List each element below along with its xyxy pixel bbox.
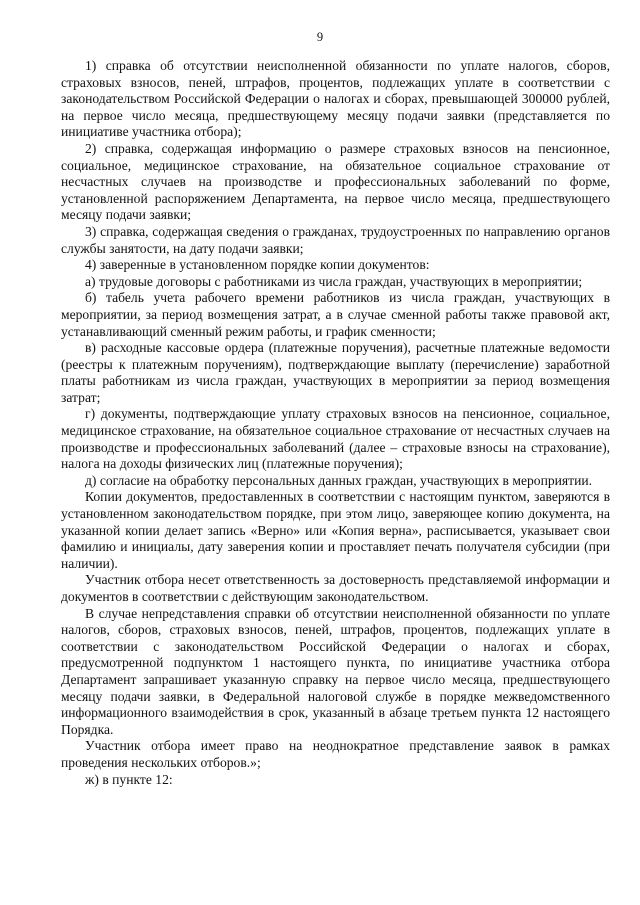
paragraph-certificate-employed-citizens: 3) справка, содержащая сведения о гражданах, трудоустроенных по направлению органов службы занятости, на дату подачи заявки; (61, 223, 610, 256)
paragraph-item-zh: ж) в пункте 12: (85, 771, 173, 787)
paragraph-participant-responsibility: Участник отбора несет ответственность за достоверность представляемой информации и документов в соответствии с действующим законодательством. (61, 572, 610, 604)
paragraph-item-a: а) трудовые договоры с работниками из числа граждан, участвующих в мероприятии; (85, 273, 583, 289)
paragraph-item-v: в) расходные кассовые ордера (платежные поручения), расчетные платежные ведомости (реестры к платежным поручениям), подтверждающие выплату (перечисление) заработной платы работникам из числа граждан, участвующих в мероприятии за период возмещения затрат; (61, 340, 610, 405)
paragraph-item-d: д) согласие на обработку персональных данных граждан, участвующих в мероприятии. (85, 472, 593, 488)
paragraph-copies-certification: Копии документов, предоставленных в соответствии с настоящим пунктом, заверяются в установленном законодательством порядке, при этом лицо, заверяющее копию документа, на указанной копии делает запись «Верно» или «Копия верна», расписывается, указывает свои фамилию и инициалы, дату заверения копии и проставляет печать получателя субсидии (при наличии). (61, 489, 610, 571)
paragraph-certificate-insurance-contributions: 2) справка, содержащая информацию о размере страховых взносов на пенсионное, социальное, медицинское страхование, на обязательное социальное страхование от несчастных случаев на производстве и профессиональных заболеваний по форме, установленной распоряжением Департамента, на первое число месяца, предшествующего месяцу подачи заявки; (61, 140, 610, 223)
paragraph-repeated-submission: Участник отбора имеет право на неоднократное представление заявок в рамках проведения нескольких отборов.»; (61, 738, 610, 770)
paragraph-item-b: б) табель учета рабочего времени работников из числа граждан, участвующих в мероприятии, за период возмещения затрат, а в случае сменной работы также правовой акт, устанавливающий сменный режим работы, и график сменности; (61, 290, 610, 339)
paragraph-certificate-tax-arrears: 1) справка об отсутствии неисполненной обязанности по уплате налогов, сборов, страховых взносов, пеней, штрафов, процентов, подлежащих уплате в соответствии с законодательством Российской Федерации о налогах и сборах, превышающей 300000 рублей, на первое число месяца, предшествующему месяцу подачи заявки (представляется по инициативе участника отбора); (61, 58, 610, 140)
page-number: 9 (316, 30, 324, 44)
paragraph-item-g: г) документы, подтверждающие уплату страховых взносов на пенсионное, социальное, медицинское страхование, на обязательное социальное страхование от несчастных случаев на производстве и профессиональных заболеваний (далее – страховые взносы на страхование), налога на доходы физических лиц (платежные поручения); (61, 406, 610, 472)
paragraph-certified-copies-intro: 4) заверенные в установленном порядке копии документов: (85, 257, 430, 273)
paragraph-non-submission: В случае непредставления справки об отсутствии неисполненной обязанности по уплате налогов, сборов, страховых взносов, пеней, штрафов, процентов, подлежащих уплате в соответствии с законодательством Российской Федерации о налогах и сборах, предусмотренной подпунктом 1 настоящего пункта, по инициативе участника отбора Департамент запрашивает указанную справку на первое число месяца, предшествующего месяцу подачи заявки, в Федеральной налоговой службе в порядке межведомственного информационного взаимодействия в срок, указанный в абзаце третьем пункта 12 настоящего Порядка. (61, 605, 610, 737)
document-body (61, 58, 610, 788)
